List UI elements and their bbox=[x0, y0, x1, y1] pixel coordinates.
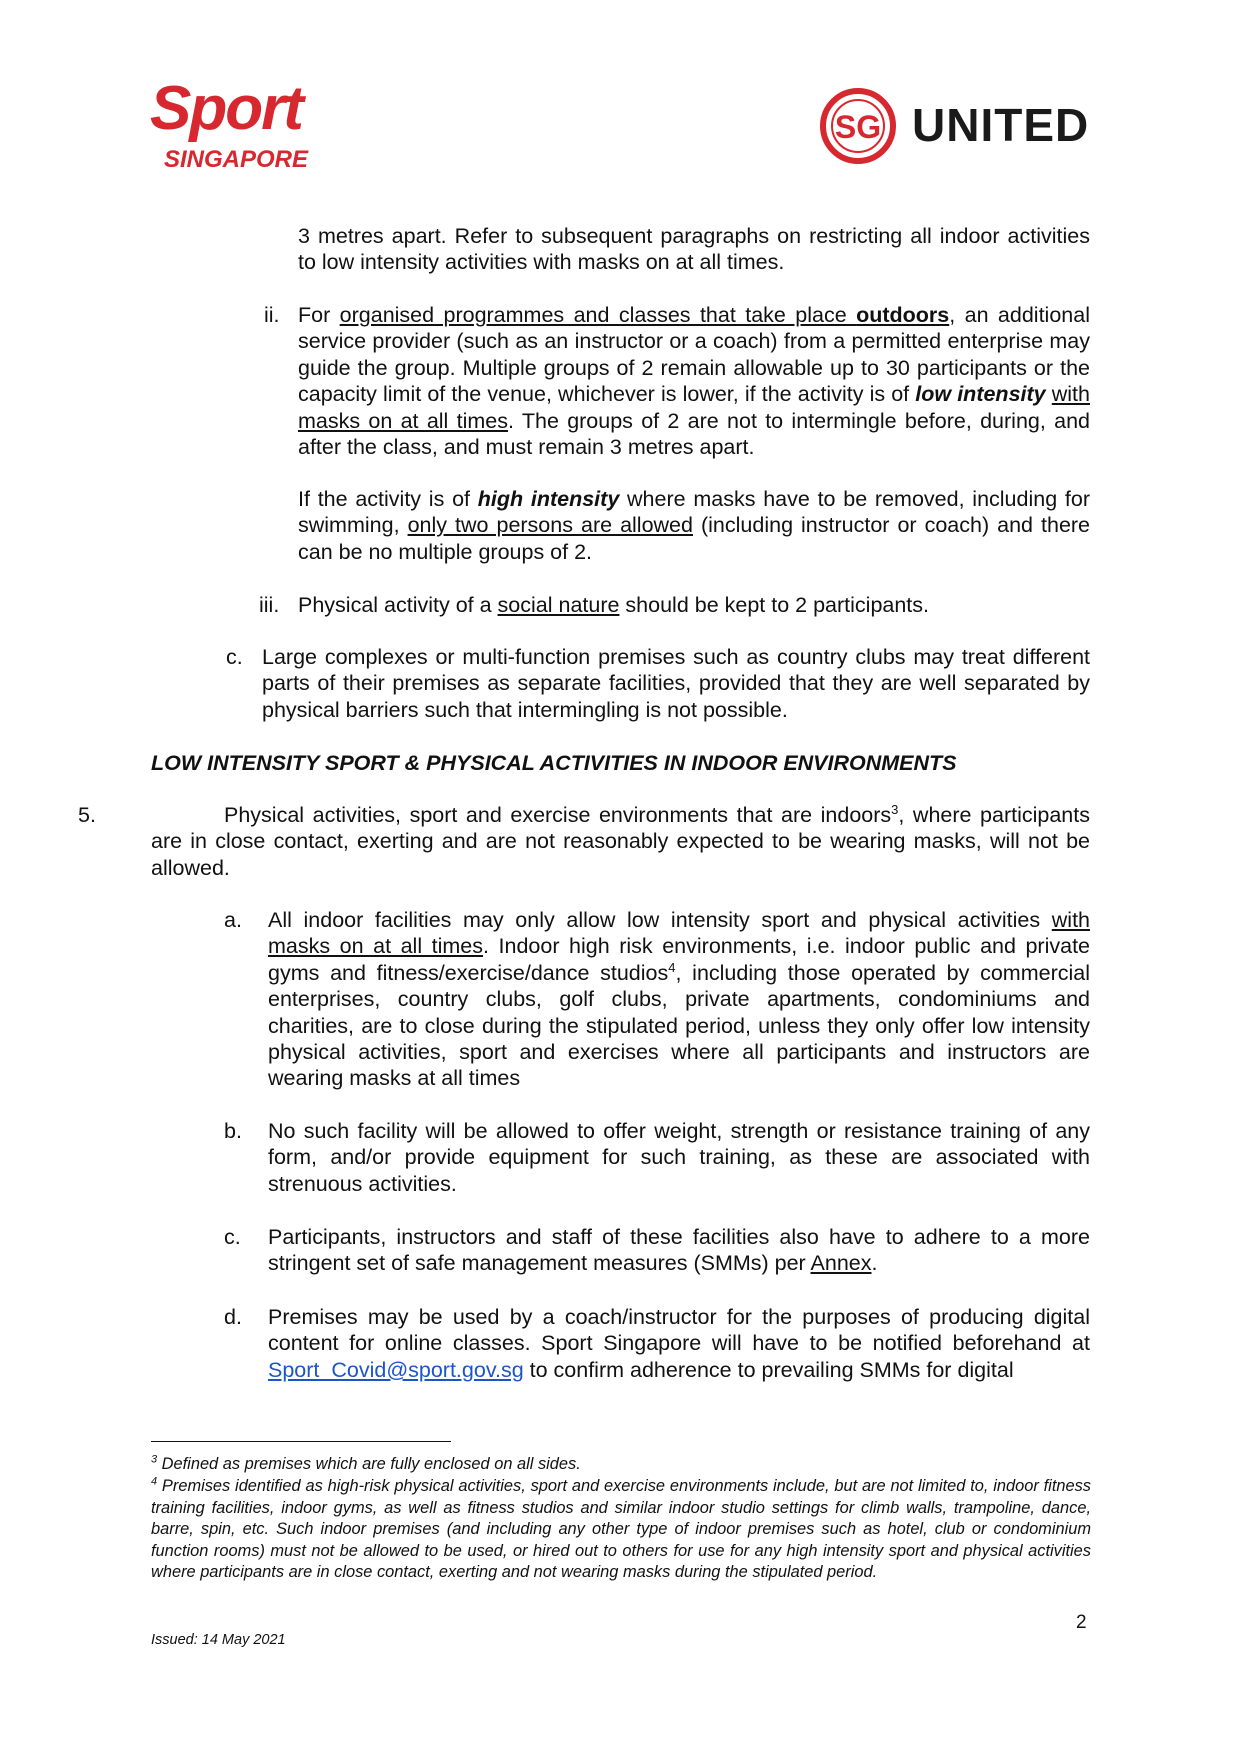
sg-united-logo bbox=[818, 86, 1088, 166]
item-c-top-paragraph: Large complexes or multi-function premises such as country clubs may treat different parts of their premises as separate facilities, provided that they are well separated by physical barriers such that intermingling is not possible. bbox=[262, 645, 1090, 722]
continuation-paragraph: 3 metres apart. Refer to subsequent paragraphs on restricting all indoor activities to low intensity activities with masks on at all times. bbox=[298, 224, 1090, 275]
email-link[interactable]: Sport_Covid@sport.gov.sg bbox=[268, 1357, 524, 1382]
item-ii-marker: ii. bbox=[264, 303, 280, 327]
item-a-paragraph: All indoor facilities may only allow low intensity sport and physical activities with masks on at all times. Indoor high risk environments, i.e. indoor public and private gyms and fitness/exercise/dance studios$^4$, including those operated by commercial enterprises, country clubs, golf clubs, private apartments, condominiums and charities, are to close during the stipulated period, unless they only offer low intensity physical activities, sport and exercises where all participants and instructors are wearing masks at all times bbox=[268, 908, 1091, 1091]
item-c-marker: c. bbox=[224, 1225, 241, 1249]
item-c-top-marker: c. bbox=[226, 645, 243, 669]
sport-logo-sub: SINGAPORE bbox=[164, 146, 309, 173]
item-iii-paragraph: Physical activity of a social nature should be kept to 2 participants. bbox=[298, 593, 930, 617]
item-a-marker: a. bbox=[224, 908, 242, 932]
item-ii-paragraph-1: For organised programmes and classes that take place outdoors, an additional service provider (such as an instructor or a coach) from a permitted enterprise may guide the group. Multiple groups of 2 remain allowable up to 30 participants or the capacity limit of the venue, whichever is lower, if the activity is of low intensity with masks on at all times. The groups of 2 are not to intermingle before, during, and after the class, and must remain 3 metres apart. bbox=[298, 303, 1090, 460]
sg-badge-icon bbox=[818, 86, 904, 166]
issued-date: Issued: 14 May 2021 bbox=[151, 1632, 286, 1648]
page-number: 2 bbox=[1076, 1612, 1087, 1633]
united-logo-text: UNITED bbox=[912, 99, 1090, 151]
item-d-paragraph: Premises may be used by a coach/instructor for the purposes of producing digital content for online classes. Sport Singapore will have to be notified beforehand at Sport_Covid@sport.gov.sg to confirm adherence to prevailing SMMs for digital bbox=[268, 1305, 1090, 1382]
footnote-divider bbox=[151, 1441, 451, 1442]
section-heading: LOW INTENSITY SPORT & PHYSICAL ACTIVITIES IN INDOOR ENVIRONMENTS bbox=[151, 751, 957, 775]
footnote-3: $^3$ Defined as premises which are fully enclosed on all sides. bbox=[151, 1453, 581, 1473]
item-b-marker: b. bbox=[224, 1119, 242, 1143]
item-iii-marker: iii. bbox=[259, 593, 280, 617]
paragraph-5: 5. Physical activities, sport and exercise environments that are indoors$^3$, where participants are in close contact, exerting and are not reasonably expected to be wearing masks, will not be allowed. bbox=[78, 801, 1090, 880]
sport-logo-word: Sport bbox=[150, 74, 302, 143]
sg-badge-text: SG bbox=[834, 109, 882, 145]
sport-singapore-logo bbox=[150, 74, 340, 178]
item-ii-paragraph-2: If the activity is of high intensity where masks have to be removed, including for swimming, only two persons are allowed (including instructor or coach) and there can be no multiple groups of 2. bbox=[298, 487, 1091, 564]
item-b-paragraph: No such facility will be allowed to offer weight, strength or resistance training of any form, and/or provide equipment for such training, as these are associated with strenuous activities. bbox=[268, 1119, 1090, 1196]
item-c-paragraph: Participants, instructors and staff of these facilities also have to adhere to a more stringent set of safe management measures (SMMs) per Annex. bbox=[268, 1225, 1090, 1276]
footnote-4: $^4$ Premises identified as high-risk physical activities, sport and exercise environments include, but are not limited to, indoor fitness training facilities, indoor gyms, as well as fitness studios and similar indoor studio settings for climb walls, trampoline, dance, barre, spin, etc. Such indoor premises (and including any other type of indoor premises such as hotel, club or condominium function rooms) must not be allowed to be used, or hired out to others for use for any high intensity sport and physical activities where participants are in close contact, exerting and not wearing masks during the stipulated period. bbox=[151, 1475, 1091, 1582]
paragraph-5-marker: 5. bbox=[78, 803, 96, 827]
item-d-marker: d. bbox=[224, 1305, 242, 1329]
